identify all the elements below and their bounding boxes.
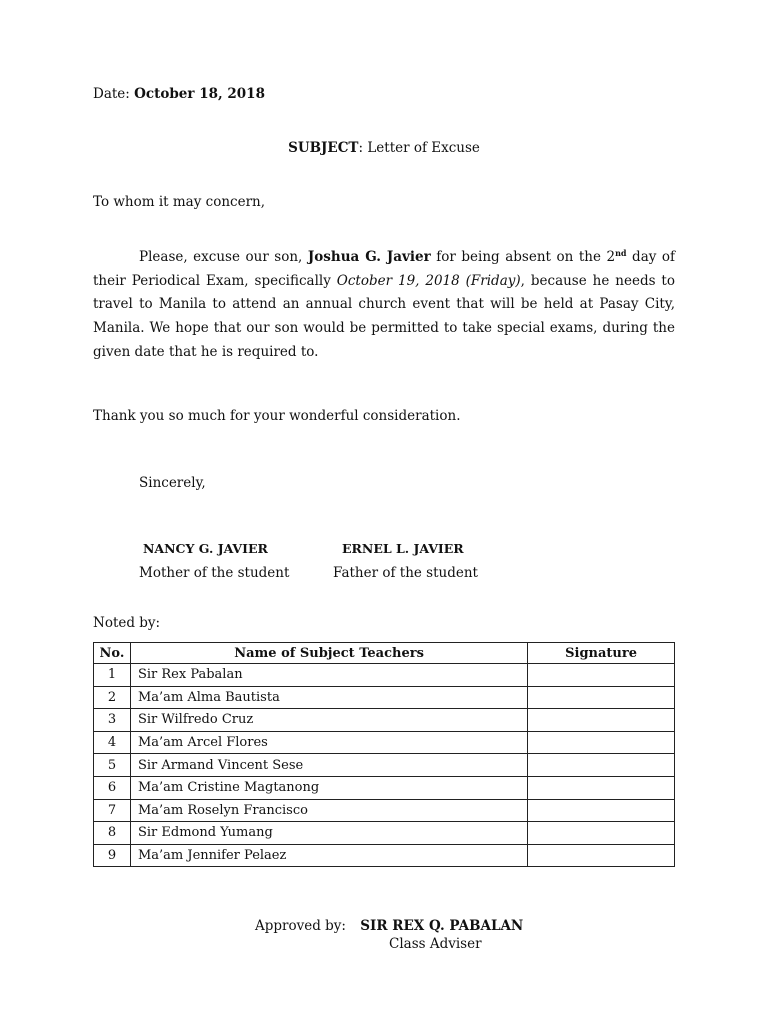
exam-date: October 19, 2018 (Friday) bbox=[336, 272, 521, 289]
teacher-name: Ma’am Arcel Flores bbox=[130, 731, 527, 754]
table-header-row bbox=[94, 643, 675, 664]
signatory-name: ERNEL L. JAVIER bbox=[342, 541, 464, 556]
table-row bbox=[94, 799, 675, 822]
table-row bbox=[94, 709, 675, 732]
teacher-name: Sir Wilfredo Cruz bbox=[130, 709, 527, 732]
signature-cell bbox=[528, 709, 675, 732]
row-number: 9 bbox=[94, 844, 131, 867]
date-value: October 18, 2018 bbox=[134, 86, 265, 102]
table-row bbox=[94, 731, 675, 754]
signature-cell bbox=[528, 844, 675, 867]
teacher-name: Ma’am Cristine Magtanong bbox=[130, 776, 527, 799]
table-row bbox=[94, 822, 675, 845]
row-number: 1 bbox=[94, 664, 131, 687]
body-text-3: day of their Periodical Exam, specifically bbox=[93, 249, 676, 289]
signature-cell bbox=[528, 664, 675, 687]
signatory-role: Mother of the student bbox=[139, 565, 290, 581]
row-number: 8 bbox=[94, 822, 131, 845]
table-row bbox=[94, 754, 675, 777]
row-number: 2 bbox=[94, 686, 131, 709]
table-row bbox=[94, 844, 675, 867]
teachers-table bbox=[93, 642, 675, 867]
signature-cell bbox=[528, 776, 675, 799]
subject-label: SUBJECT bbox=[288, 140, 359, 156]
approved-by-label: Approved by: bbox=[255, 918, 346, 934]
signature-cell bbox=[528, 731, 675, 754]
body-text-2: for being absent on the 2 bbox=[436, 249, 616, 265]
approver-title: Class Adviser bbox=[389, 936, 482, 952]
row-number: 4 bbox=[94, 731, 131, 754]
signatory-mother bbox=[139, 541, 289, 581]
body-paragraph bbox=[93, 246, 675, 365]
header-teacher-name: Name of Subject Teachers bbox=[130, 643, 527, 664]
body-text-4: , because he needs to travel to Manila to attend an annual church event that will be held at Pasay City, Manila. We hope that our son would be permitted to take special exams, during the given date that he is required to. bbox=[93, 272, 675, 360]
subject-text: : Letter of Excuse bbox=[358, 140, 480, 156]
teacher-name: Ma’am Alma Bautista bbox=[130, 686, 527, 709]
row-number: 5 bbox=[94, 754, 131, 777]
row-number: 6 bbox=[94, 776, 131, 799]
signatory-role: Father of the student bbox=[333, 565, 478, 581]
thanks-line: Thank you so much for your wonderful consideration. bbox=[93, 408, 461, 424]
teacher-name: Ma’am Roselyn Francisco bbox=[130, 799, 527, 822]
table-row bbox=[94, 686, 675, 709]
signatory-father bbox=[333, 541, 478, 581]
closing: Sincerely, bbox=[139, 475, 206, 491]
date-line bbox=[93, 86, 265, 102]
table-row bbox=[94, 664, 675, 687]
signature-cell bbox=[528, 686, 675, 709]
salutation: To whom it may concern, bbox=[93, 194, 266, 210]
header-no: No. bbox=[94, 643, 131, 664]
teacher-name: Sir Armand Vincent Sese bbox=[130, 754, 527, 777]
subject-line bbox=[0, 140, 768, 156]
signature-cell bbox=[528, 822, 675, 845]
row-number: 7 bbox=[94, 799, 131, 822]
date-label: Date: bbox=[93, 86, 130, 102]
teacher-name: Sir Edmond Yumang bbox=[130, 822, 527, 845]
signature-cell bbox=[528, 754, 675, 777]
row-number: 3 bbox=[94, 709, 131, 732]
body-text-1: Please, excuse our son, bbox=[139, 249, 303, 265]
signature-cell bbox=[528, 799, 675, 822]
approved-by-line bbox=[255, 918, 523, 934]
signatory-name: NANCY G. JAVIER bbox=[143, 541, 268, 556]
approver-name: SIR REX Q. PABALAN bbox=[360, 918, 524, 934]
teacher-name: Sir Rex Pabalan bbox=[130, 664, 527, 687]
student-name: Joshua G. Javier bbox=[307, 249, 431, 265]
table-row bbox=[94, 776, 675, 799]
ordinal-suffix: nd bbox=[615, 248, 627, 258]
header-signature: Signature bbox=[528, 643, 675, 664]
teacher-name: Ma’am Jennifer Pelaez bbox=[130, 844, 527, 867]
noted-by-label: Noted by: bbox=[93, 615, 161, 631]
